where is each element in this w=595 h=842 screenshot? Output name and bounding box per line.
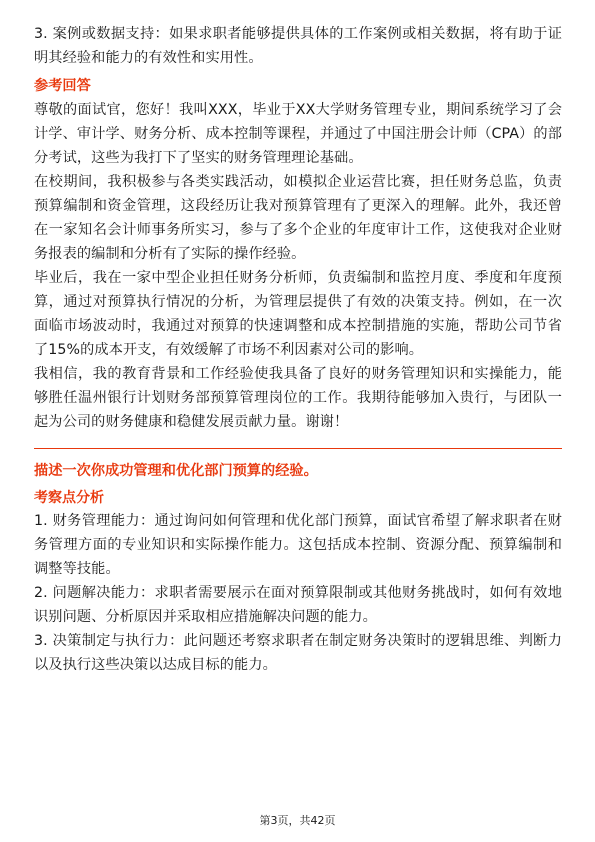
document-page <box>34 22 562 677</box>
answer-paragraph-1: 尊敬的面试官，您好！我叫XXX，毕业于XX大学财务管理专业，期间系统学习了会计学、审计学、财务分析、成本控制等课程，并通过了中国注册会计师（CPA）的部分考试，这些为我打下了坚实的财务管理理论基础。 <box>34 102 562 166</box>
analysis-heading: 考察点分析 <box>34 490 104 506</box>
answer-paragraph-2: 在校期间，我积极参与各类实践活动，如模拟企业运营比赛，担任财务总监，负责预算编制和资金管理，这段经历让我对预算管理有了更深入的理解。此外，我还曾在一家知名会计师事务所实习，参与了多个企业的年度审计工作，这使我对企业财务报表的编制和分析有了实际的操作经验。 <box>34 174 562 262</box>
intro-item: 3. 案例或数据支持：如果求职者能够提供具体的工作案例或相关数据，将有助于证明其经验和能力的有效性和实用性。 <box>34 26 562 66</box>
analysis-item-3: 3. 决策制定与执行力：此问题还考察求职者在制定财务决策时的逻辑思维、判断力以及执行这些决策以达成目标的能力。 <box>34 633 562 673</box>
answer-paragraph-3: 毕业后，我在一家中型企业担任财务分析师，负责编制和监控月度、季度和年度预算，通过对预算执行情况的分析，为管理层提供了有效的决策支持。例如，在一次面临市场波动时，我通过对预算的快速调整和成本控制措施的实施，帮助公司节省了15%的成本开支，有效缓解了市场不利因素对公司的影响。 <box>34 270 562 358</box>
answer-paragraph-4: 我相信，我的教育背景和工作经验使我具备了良好的财务管理知识和实操能力，能够胜任温州银行计划财务部预算管理岗位的工作。我期待能够加入贵行，与团队一起为公司的财务健康和稳健发展贡献力量。谢谢！ <box>34 366 562 430</box>
analysis-item-2: 2. 问题解决能力：求职者需要展示在面对预算限制或其他财务挑战时，如何有效地识别问题、分析原因并采取相应措施解决问题的能力。 <box>34 585 562 625</box>
analysis-item-1: 1. 财务管理能力：通过询问如何管理和优化部门预算，面试官希望了解求职者在财务管理方面的专业知识和实际操作能力。这包括成本控制、资源分配、预算编制和调整等技能。 <box>34 513 562 577</box>
page-footer: 第3页，共42页 <box>259 814 336 827</box>
reference-heading: 参考回答 <box>34 78 91 94</box>
section-divider <box>34 448 562 449</box>
question-heading: 描述一次你成功管理和优化部门预算的经验。 <box>34 463 318 479</box>
